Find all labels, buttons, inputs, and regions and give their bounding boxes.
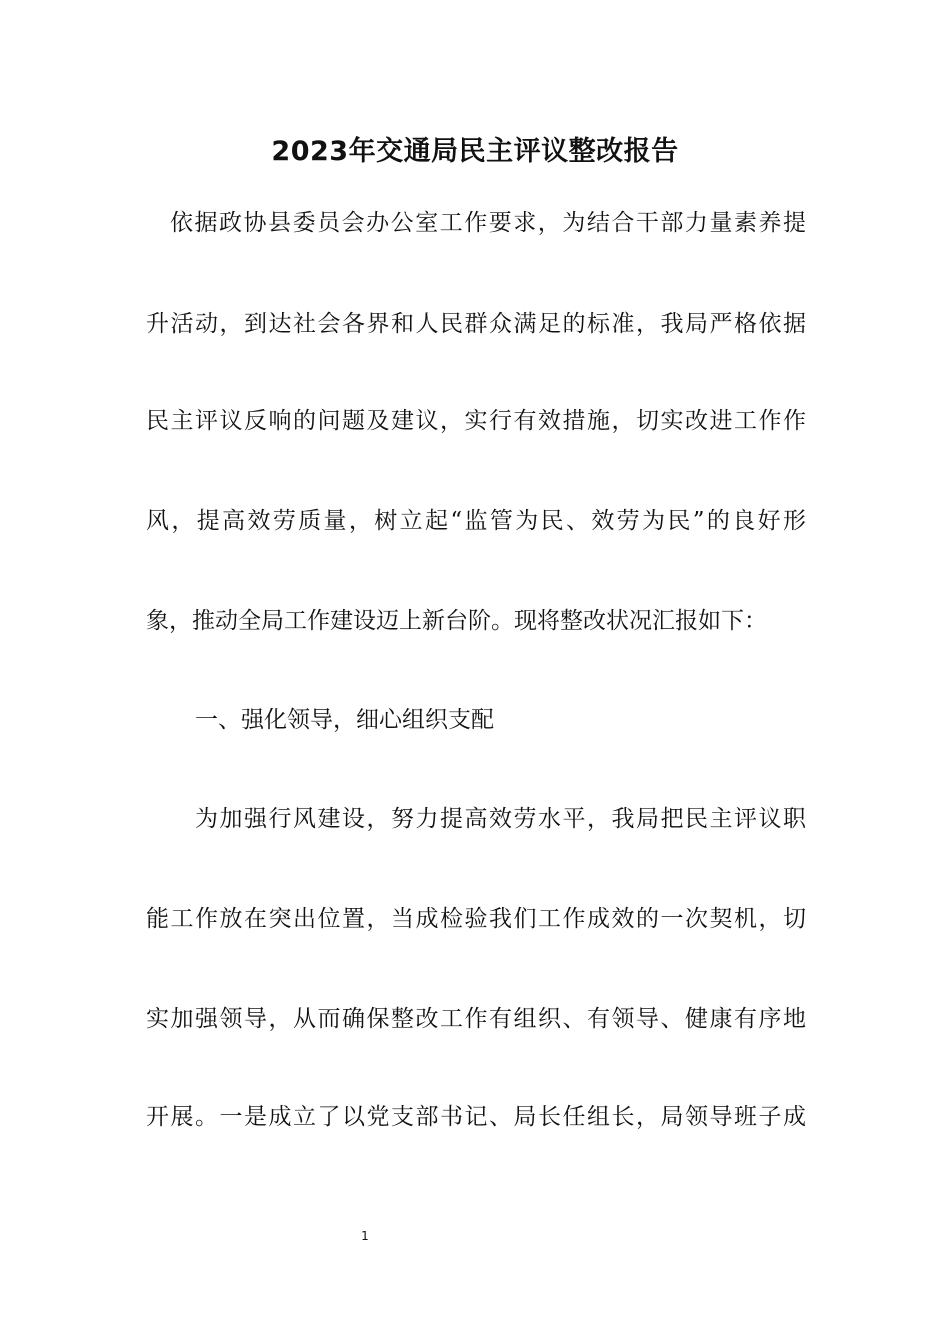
paragraph-line: 依据政协县委员会办公室工作要求，为结合干部力量素养提: [170, 210, 806, 236]
paragraph-line: 开展。一是成立了以党支部书记、局长任组长，局领导班子成: [146, 1104, 806, 1130]
paragraph-line: 风，提高效劳质量，树立起“监管为民、效劳为民”的良好形: [146, 508, 806, 534]
paragraph-line: 民主评议反响的问题及建议，实行有效措施，切实改进工作作: [146, 408, 806, 434]
paragraph-line: 能工作放在突出位置，当成检验我们工作成效的一次契机，切: [146, 906, 806, 932]
paragraph-line: 为加强行风建设，努力提高效劳水平，我局把民主评议职: [195, 806, 806, 832]
page-number: 1: [361, 1229, 369, 1243]
paragraph-line: 象，推动全局工作建设迈上新台阶。现将整改状况汇报如下：: [146, 608, 767, 634]
paragraph-line: 实加强领导，从而确保整改工作有组织、有领导、健康有序地: [146, 1006, 806, 1032]
section-heading: 一、强化领导，细心组织支配: [195, 707, 494, 733]
paragraph-line: 升活动，到达社会各界和人民群众满足的标准，我局严格依据: [146, 311, 806, 337]
document-title: 2023年交通局民主评议整改报告: [271, 136, 679, 167]
